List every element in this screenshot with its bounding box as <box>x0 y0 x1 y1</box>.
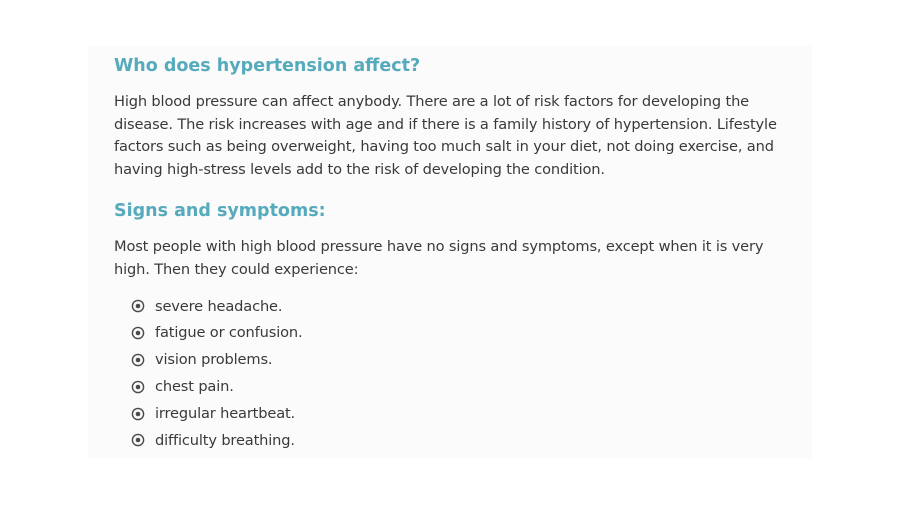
paragraph-symptoms-intro <box>114 236 804 281</box>
paragraph-line: having high-stress levels add to the risk of developing the condition. <box>114 160 605 178</box>
radio-dot-icon <box>131 299 145 313</box>
symptom-text: chest pain. <box>155 378 234 396</box>
radio-dot-icon <box>131 433 145 447</box>
symptom-list <box>114 293 804 454</box>
paragraph-line: factors such as being overweight, having too much salt in your diet, not doing exercise, and <box>114 138 774 156</box>
section-heading-who-affected: Who does hypertension affect? <box>114 56 421 76</box>
paragraph-line: disease. The risk increases with age and if there is a family history of hypertension. Lifestyle <box>114 115 777 133</box>
list-item <box>114 346 804 373</box>
radio-dot-icon <box>131 326 145 340</box>
list-item <box>114 427 804 454</box>
symptom-text: vision problems. <box>155 351 273 369</box>
symptom-text: irregular heartbeat. <box>155 405 296 423</box>
list-item <box>114 319 804 346</box>
section-heading-signs-symptoms: Signs and symptoms: <box>114 201 326 222</box>
symptom-text: difficulty breathing. <box>155 431 295 449</box>
paragraph-risk-factors <box>114 91 804 181</box>
paragraph-line: Most people with high blood pressure have no signs and symptoms, except when it is very <box>114 238 764 256</box>
symptom-text: severe headache. <box>155 297 283 315</box>
list-item <box>114 293 804 320</box>
article-content <box>114 53 804 454</box>
list-item <box>114 400 804 427</box>
radio-dot-icon <box>131 380 145 394</box>
paragraph-line: High blood pressure can affect anybody. There are a lot of risk factors for developing the <box>114 93 750 110</box>
list-item <box>114 373 804 400</box>
radio-dot-icon <box>131 407 145 421</box>
paragraph-line: high. Then they could experience: <box>114 260 359 278</box>
radio-dot-icon <box>131 353 145 367</box>
symptom-text: fatigue or confusion. <box>155 324 303 342</box>
